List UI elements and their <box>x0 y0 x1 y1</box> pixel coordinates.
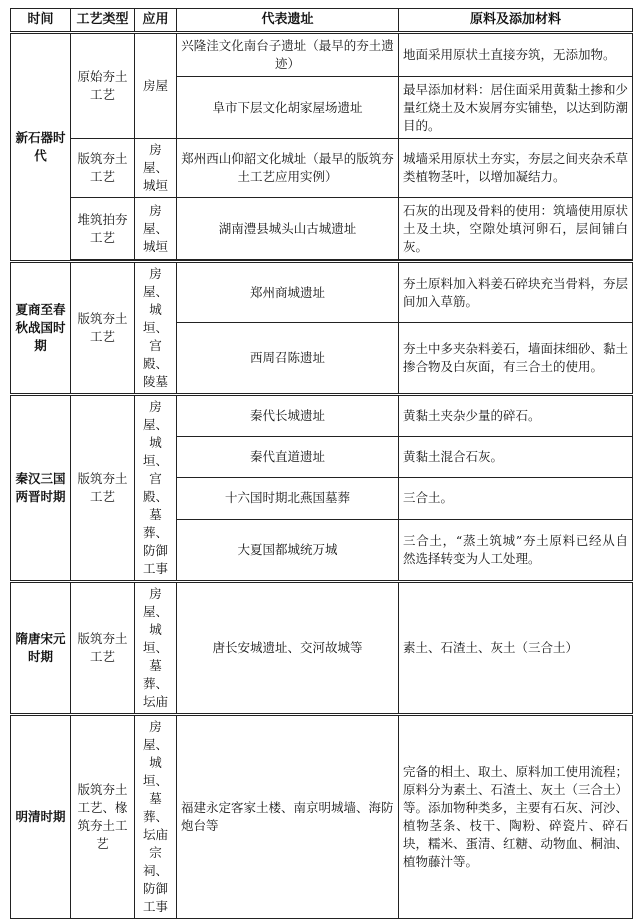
table-row <box>11 139 633 198</box>
material-cell: 夯土中多夹杂料姜石，墙面抹细砂、黏土掺合物及白灰面，有三合土的使用。 <box>399 323 633 395</box>
site-cell: 秦代直道遗址 <box>177 436 399 478</box>
table-row <box>11 715 633 919</box>
type-cell: 版筑夯土工艺、椽筑夯土工艺 <box>71 715 135 919</box>
header-type: 工艺类型 <box>71 9 135 33</box>
period-cell: 隋唐宋元时期 <box>11 582 71 715</box>
header-time: 时间 <box>11 9 71 33</box>
material-cell: 完备的相土、取土、原料加工使用流程；原料分为素土、石渣土、灰土（三合土）等。添加物种类多，主要有石灰、河沙、植物茎条、枝干、陶粉、碎瓷片、碎石块，糯米、蛋清、红糖、动物血、桐油、植物藤汁等。 <box>399 715 633 919</box>
use-cell: 房屋、城垣 <box>135 139 177 198</box>
table-row <box>11 198 633 260</box>
period-cell: 明清时期 <box>11 715 71 919</box>
site-cell: 十六国时期北燕国墓葬 <box>177 478 399 520</box>
site-cell: 大夏国都城统万城 <box>177 519 399 581</box>
material-cell: 三合土，“蒸土筑城”夯土原料已经从自然选择转变为人工处理。 <box>399 519 633 581</box>
use-cell: 房屋 <box>135 33 177 139</box>
material-cell: 素土、石渣土、灰土（三合土） <box>399 582 633 715</box>
site-cell: 唐长安城遗址、交河故城等 <box>177 582 399 715</box>
material-cell: 地面采用原状土直接夯筑，无添加物。 <box>399 33 633 77</box>
material-cell: 黄黏土混合石灰。 <box>399 436 633 478</box>
site-cell: 郑州商城遗址 <box>177 262 399 323</box>
material-cell: 三合土。 <box>399 478 633 520</box>
type-cell: 版筑夯土工艺 <box>71 395 135 582</box>
period-cell: 秦汉三国两晋时期 <box>11 395 71 582</box>
material-cell: 黄黏土夹杂少量的碎石。 <box>399 395 633 437</box>
header-use: 应用 <box>135 9 177 33</box>
site-cell: 福建永定客家土楼、南京明城墙、海防炮台等 <box>177 715 399 919</box>
material-cell: 城墙采用原状土夯实，夯层之间夹杂禾草类植物茎叶，以增加凝结力。 <box>399 139 633 198</box>
type-cell: 版筑夯土工艺 <box>71 582 135 715</box>
table-row <box>11 33 633 77</box>
type-cell: 原始夯土工艺 <box>71 33 135 139</box>
use-cell: 房屋、城垣、墓葬、坛庙 <box>135 582 177 715</box>
site-cell: 西周召陈遗址 <box>177 323 399 395</box>
site-cell: 郑州西山仰韶文化城址（最早的版筑夯土工艺应用实例） <box>177 139 399 198</box>
use-cell: 房屋、城垣、宫殿、墓葬、防御工事 <box>135 395 177 582</box>
period-cell: 夏商至春秋战国时期 <box>11 262 71 395</box>
site-cell: 湖南澧县城头山古城遗址 <box>177 198 399 260</box>
header-row <box>11 9 633 33</box>
rammed-earth-table <box>10 8 633 919</box>
header-site: 代表遗址 <box>177 9 399 33</box>
use-cell: 房屋、城垣、宫殿、陵墓 <box>135 262 177 395</box>
table-row <box>11 262 633 323</box>
material-cell: 最早添加材料：居住面采用黄黏土掺和少量红烧土及木炭屑夯实铺垫，以达到防潮目的。 <box>399 77 633 139</box>
material-cell: 夯土原料加入料姜石碎块充当骨料，夯层间加入草筋。 <box>399 262 633 323</box>
header-material: 原料及添加材料 <box>399 9 633 33</box>
site-cell: 秦代长城遗址 <box>177 395 399 437</box>
table-row <box>11 395 633 437</box>
material-cell: 石灰的出现及骨料的使用：筑墙使用原状土及土块，空隙处填河卵石，层间铺白灰。 <box>399 198 633 260</box>
use-cell: 房屋、城垣、墓葬、坛庙宗祠、防御工事 <box>135 715 177 919</box>
type-cell: 版筑夯土工艺 <box>71 262 135 395</box>
table-row <box>11 582 633 715</box>
period-cell: 新石器时代 <box>11 33 71 262</box>
type-cell: 堆筑拍夯工艺 <box>71 198 135 260</box>
use-cell: 房屋、城垣 <box>135 198 177 260</box>
type-cell: 版筑夯土工艺 <box>71 139 135 198</box>
site-cell: 阜市下层文化胡家屋场遗址 <box>177 77 399 139</box>
site-cell: 兴隆洼文化南台子遗址（最早的夯土遗迹） <box>177 33 399 77</box>
